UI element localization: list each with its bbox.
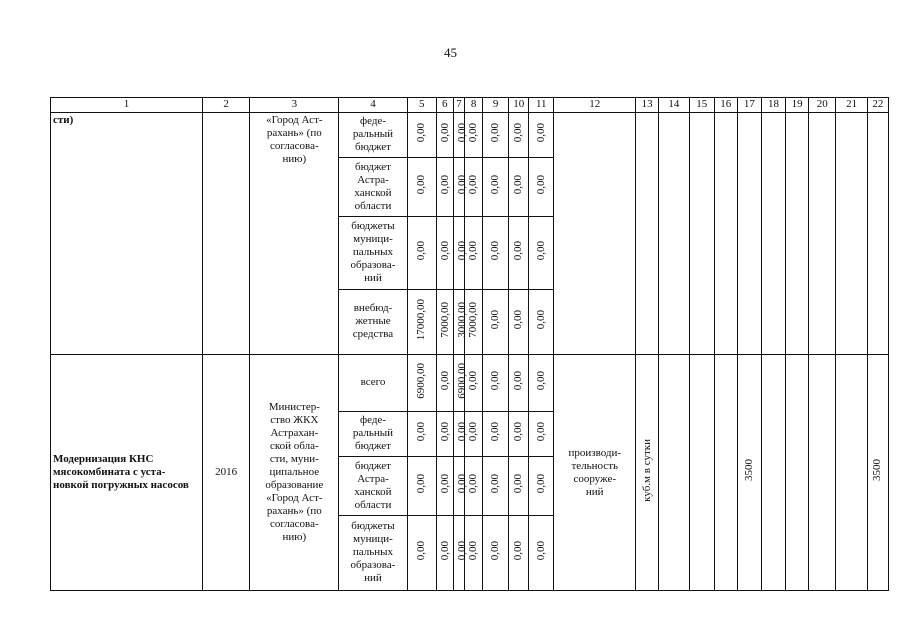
amount-cell: 0,00: [455, 422, 468, 442]
value-col22: 3500: [871, 459, 884, 482]
col-header: 3: [250, 98, 339, 113]
amount-cell: 0,00: [489, 541, 502, 561]
amount-total: 6900,00: [415, 363, 428, 399]
measure-name: сти): [51, 113, 203, 355]
header-row: [51, 98, 889, 113]
funding-source: феде- ральный бюджет: [339, 411, 407, 456]
amount-cell: 0,00: [534, 371, 547, 391]
amount-cell: 0,00: [512, 241, 525, 261]
amount-cell: 0,00: [438, 473, 451, 494]
col-header: 10: [509, 98, 529, 113]
col-header: 12: [554, 98, 636, 113]
funding-source: внебюд- жетные средства: [339, 289, 407, 354]
funding-source: феде- ральный бюджет: [339, 113, 407, 158]
col-header: 20: [809, 98, 836, 113]
col-header: 2: [203, 98, 250, 113]
amount-cell: 7000,00: [438, 302, 451, 338]
value-col17: 3500: [742, 459, 755, 482]
unit-cell: [636, 113, 659, 355]
col-header: 7: [453, 98, 465, 113]
col-header: 16: [714, 98, 737, 113]
col-header: 6: [436, 98, 453, 113]
amount-cell: 0,00: [512, 371, 525, 391]
amount-cell: 0,00: [438, 371, 451, 391]
amount-cell: 0,00: [455, 473, 468, 494]
funding-source: бюджеты муници- пальных образова- ний: [339, 515, 407, 590]
amount-cell: 0,00: [489, 175, 502, 195]
amount-cell: 0,00: [489, 473, 502, 494]
amount-total: 0,00: [415, 175, 428, 195]
amount-cell: 0,00: [534, 422, 547, 442]
amount-cell: 0,00: [489, 123, 502, 143]
executor-cell: «Город Аст- рахань» (по согласова- нию): [250, 113, 339, 355]
col-header: 1: [51, 98, 203, 113]
funding-source: бюджеты муници- пальных образова- ний: [339, 216, 407, 289]
amount-cell: 6900,00: [455, 363, 468, 399]
col-header: 5: [407, 98, 436, 113]
amount-cell: 0,00: [455, 541, 468, 561]
amount-cell: 0,00: [512, 541, 525, 561]
amount-cell: 0,00: [467, 422, 480, 442]
page-number: 45: [444, 45, 457, 60]
amount-cell: 0,00: [534, 123, 547, 143]
amount-cell: 0,00: [438, 422, 451, 442]
table-row: [51, 113, 889, 158]
amount-cell: 0,00: [467, 541, 480, 561]
amount-cell: 0,00: [467, 473, 480, 494]
col-header: 15: [689, 98, 714, 113]
amount-cell: 0,00: [489, 371, 502, 391]
amount-cell: 0,00: [489, 310, 502, 330]
amount-total: 17000,00: [415, 299, 428, 341]
amount-cell: 0,00: [467, 175, 480, 195]
amount-total: 0,00: [415, 422, 428, 442]
amount-total: 0,00: [415, 541, 428, 561]
col-header: 9: [483, 98, 509, 113]
amount-cell: 0,00: [534, 241, 547, 261]
unit-cell: куб.м в сутки: [640, 439, 653, 502]
amount-cell: 0,00: [467, 371, 480, 391]
amount-cell: 0,00: [534, 541, 547, 561]
amount-cell: 0,00: [512, 473, 525, 494]
funding-source: бюджет Астра- ханской области: [339, 456, 407, 515]
amount-cell: 7000,00: [467, 302, 480, 338]
col-header: 8: [465, 98, 483, 113]
amount-cell: 0,00: [455, 123, 468, 143]
col-header: 17: [737, 98, 761, 113]
amount-cell: 0,00: [467, 241, 480, 261]
year-cell: [203, 113, 250, 355]
amount-total: 0,00: [415, 241, 428, 261]
amount-cell: 0,00: [512, 422, 525, 442]
col-header: 14: [659, 98, 689, 113]
amount-cell: 0,00: [534, 310, 547, 330]
col-header: 18: [761, 98, 785, 113]
table-row: [51, 355, 889, 412]
amount-cell: 0,00: [467, 123, 480, 143]
col-header: 13: [636, 98, 659, 113]
amount-cell: 0,00: [512, 175, 525, 195]
amount-cell: 0,00: [512, 123, 525, 143]
col-header: 21: [836, 98, 867, 113]
amount-cell: 0,00: [438, 541, 451, 561]
indicator-cell: производи- тельность сооруже- ний: [554, 355, 636, 591]
funding-source: бюджет Астра- ханской области: [339, 157, 407, 216]
amount-cell: 0,00: [489, 422, 502, 442]
col-header: 22: [867, 98, 888, 113]
amount-cell: 0,00: [489, 241, 502, 261]
amount-cell: 0,00: [438, 241, 451, 261]
col-header: 4: [339, 98, 407, 113]
funding-source: всего: [339, 355, 407, 412]
year-cell: 2016: [203, 355, 250, 591]
amount-cell: 0,00: [455, 175, 468, 195]
indicator-cell: [554, 113, 636, 355]
amount-cell: 0,00: [534, 473, 547, 494]
amount-cell: 0,00: [534, 175, 547, 195]
program-table: [50, 97, 889, 591]
amount-cell: 0,00: [438, 175, 451, 195]
amount-total: 0,00: [415, 473, 428, 494]
amount-cell: 0,00: [455, 241, 468, 261]
executor-cell: Министер- ство ЖКХ Астрахан- ской обла- сти, муни- ципальное образование «Город Аст- рахань» (по согласова- нию): [250, 355, 339, 591]
amount-cell: 0,00: [438, 123, 451, 143]
amount-cell: 3000,00: [455, 302, 468, 338]
measure-name: Модернизация КНС мясокомбината с уста-новкой погружных насосов: [51, 355, 203, 591]
col-header: 19: [786, 98, 809, 113]
amount-cell: 0,00: [512, 310, 525, 330]
col-header: 11: [529, 98, 554, 113]
amount-total: 0,00: [415, 123, 428, 143]
